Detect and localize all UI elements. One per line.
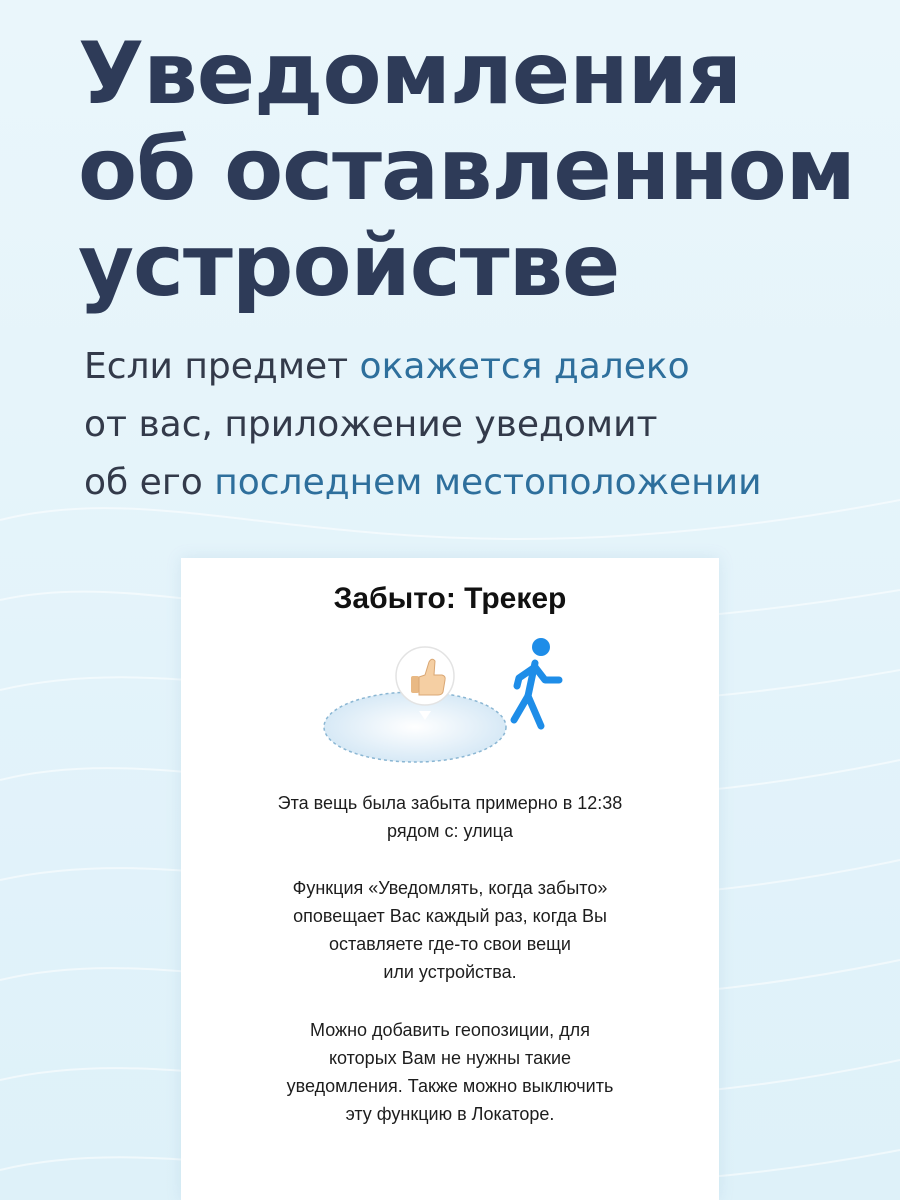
geo-line: которых Вам не нужны такие (328, 1048, 572, 1068)
feature-line: или устройства. (383, 962, 517, 982)
forgotten-time-line: Эта вещь была забыта примерно в 12:38 (277, 793, 623, 813)
forgotten-item-illustration (318, 630, 578, 765)
feature-line: оставляете где-то свои вещи (329, 934, 571, 954)
forgotten-place-line: рядом с: улица (387, 821, 513, 841)
page-subtitle (84, 338, 884, 512)
subtitle-text: от вас, приложение уведомит (84, 404, 658, 445)
geo-description (210, 1016, 690, 1128)
forgotten-time-text (210, 789, 690, 845)
feature-line: Функция «Уведомлять, когда забыто» (292, 878, 608, 898)
geo-line: эту функцию в Локаторе. (345, 1104, 555, 1124)
feature-line: оповещает Вас каждый раз, когда Вы (293, 906, 607, 926)
geo-line: Можно добавить геопозиции, для (310, 1020, 590, 1040)
subtitle-highlight-distance: окажется далеко (359, 346, 690, 387)
feature-description (210, 874, 690, 986)
subtitle-text: об его (84, 462, 215, 503)
subtitle-highlight-location: последнем местоположении (214, 462, 762, 503)
geo-line: уведомления. Также можно выключить (286, 1076, 614, 1096)
subtitle-text: Если предмет (84, 346, 360, 387)
card-title: Забыто: Трекер (333, 582, 567, 615)
page-title: Уведомления об оставленном устройстве (78, 24, 855, 316)
walking-person-icon (514, 638, 559, 726)
